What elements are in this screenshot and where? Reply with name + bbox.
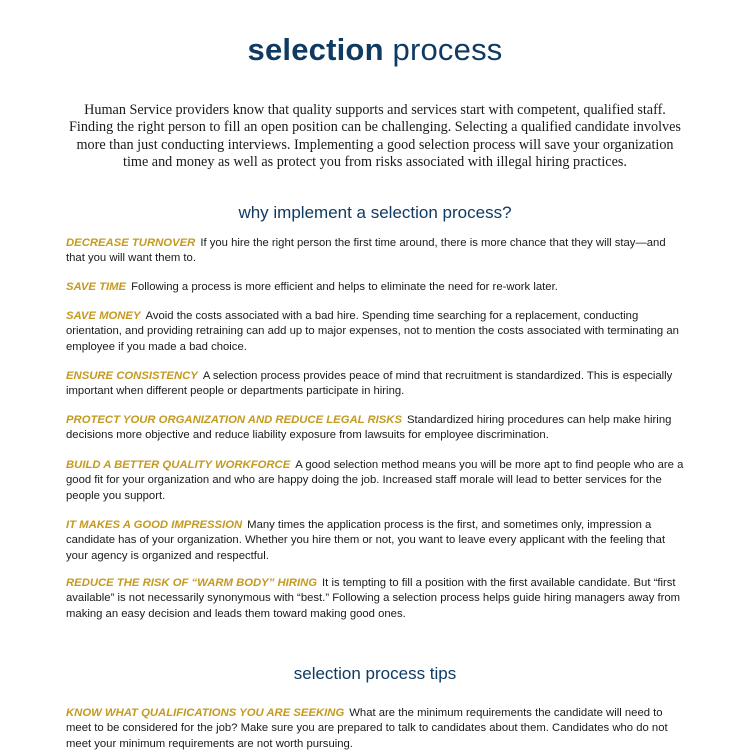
why-item: [66, 413, 686, 444]
item-text: If you hire the right person the first time around, there is more chance that they will stay—and that you will want them to.: [66, 237, 666, 265]
item-text: Standardized hiring procedures can help make hiring decisions more objective and reduce liability exposure from lawsuits for employee discrimination.: [66, 414, 672, 442]
why-item: [66, 236, 686, 267]
item-keyword: KNOW WHAT QUALIFICATIONS YOU ARE SEEKING: [66, 707, 345, 719]
item-text: It is tempting to fill a position with the first available candidate. But “first available” is not necessarily synonymous with “best.” Following a selection process helps guide hiring managers away from making an easy decision and leads them toward making good ones.: [66, 577, 681, 620]
title-light: process: [392, 32, 503, 67]
why-heading: why implement a selection process?: [238, 203, 512, 222]
item-text: What are the minimum requirements the candidate will need to meet to be considered for the job? Make sure you are prepared to talk to candidates about them. Candidates who do not meet your minimum requirements are not worth pursuing.: [66, 707, 668, 750]
why-item: [66, 280, 686, 295]
item-text: Avoid the costs associated with a bad hire. Spending time searching for a replacement, conducting orientation, and providing retraining can add up to major expenses, not to mention the costs associated with terminating an employee if you made a bad choice.: [66, 310, 679, 353]
why-item: [66, 458, 686, 504]
item-keyword: BUILD A BETTER QUALITY WORKFORCE: [66, 459, 291, 471]
item-text: A selection process provides peace of mind that recruitment is standardized. This is especially important when different people or departments participate in hiring.: [66, 370, 673, 398]
title-bold: selection: [247, 32, 384, 67]
why-item: [66, 309, 686, 355]
why-item: [66, 369, 686, 400]
item-keyword: SAVE TIME: [66, 281, 127, 293]
tips-heading: selection process tips: [293, 664, 457, 683]
item-keyword: ENSURE CONSISTENCY: [66, 370, 198, 382]
item-keyword: PROTECT YOUR ORGANIZATION AND REDUCE LEGAL RISKS: [66, 414, 402, 426]
item-keyword: REDUCE THE RISK OF “WARM BODY” HIRING: [66, 577, 318, 589]
item-text: Following a process is more efficient and helps to eliminate the need for re-work later.: [131, 281, 558, 293]
item-keyword: DECREASE TURNOVER: [66, 237, 196, 249]
item-text: A good selection method means you will be more apt to find people who are a good fit for your organization and who are happy doing the job. Increased staff morale will lead to better services for the people you support.: [66, 459, 684, 502]
item-text: Many times the application process is the first, and sometimes only, impression a candidate has of your organization. Whether you hire them or not, you want to leave every applicant with the feeling that your agency is organized and respectful.: [66, 519, 666, 562]
tips-item: [66, 706, 686, 752]
page-title: [0, 32, 750, 68]
item-keyword: IT MAKES A GOOD IMPRESSION: [66, 519, 243, 531]
intro-paragraph: Human Service providers know that quality supports and services start with competent, qualified staff. Finding the right person to fill an open position can be challenging. Selecting a qualified candidate involves more than just conducting interviews. Implementing a good selection process will save your organization time and money as well as protect you from risks associated with illegal hiring practices.: [69, 102, 681, 171]
item-keyword: SAVE MONEY: [66, 310, 141, 322]
why-item: [66, 576, 686, 622]
why-item: [66, 518, 686, 564]
